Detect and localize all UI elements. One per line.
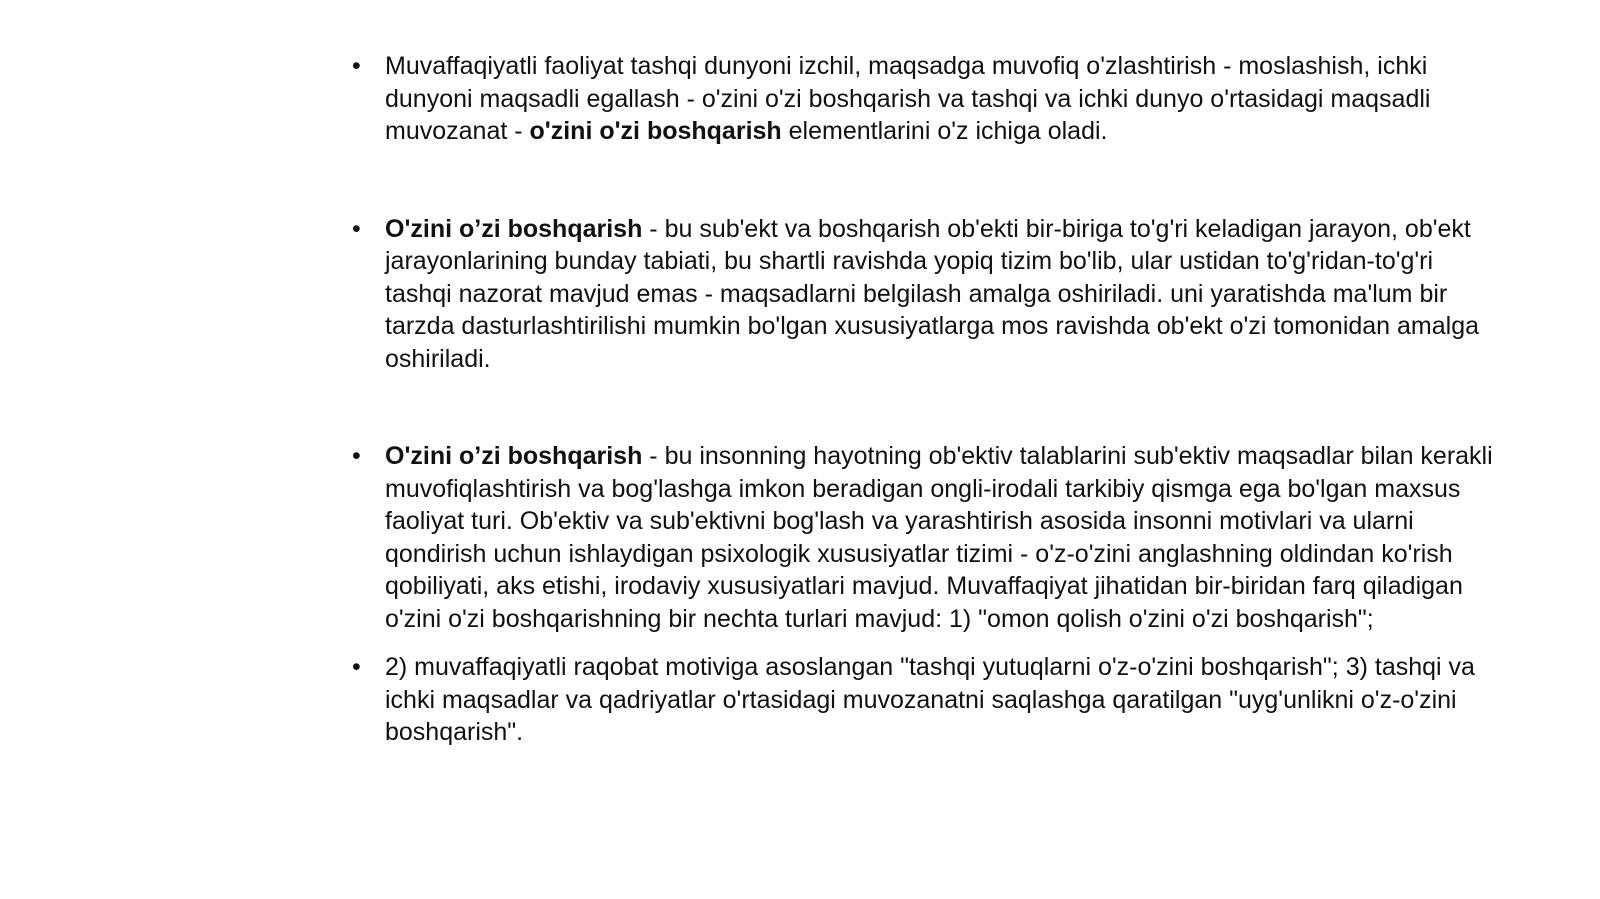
bullet-3-text: - bu insonning hayotning ob'ektiv talablarini sub'ektiv maqsadlar bilan kerakli muvofiqlashtirish va bog'lashga imkon beradigan ongli-irodali tarkibiy qismga ega bo'lgan maxsus faoliyat turi. Ob'ektiv va sub'ektivni bog'lash va yarashtirish asosida insonni motivlari va ularni qondirish uchun ishlaydigan psixologik xususiyatlar tizimi - o'z-o'zini anglashning oldindan ko'rish qobiliyati, aks etishi, irodaviy xususiyatlari mavjud. Muvaffaqiyat jihatidan bir-biridan farq qiladigan o'zini o'zi boshqarishning bir nechta turlari mavjud: 1) "omon qolish o'zini o'zi boshqarish";: [385, 442, 1493, 633]
bullet-item-4: [352, 651, 1500, 749]
bullet-item-1: [352, 50, 1500, 148]
bullet-1-text-end: elementlarini o'z ichiga oladi.: [781, 117, 1108, 145]
bullet-marker: •: [352, 52, 361, 80]
bullet-text-1: [385, 52, 1430, 145]
bullet-text-4: 2) muvaffaqiyatli raqobat motiviga asoslangan "tashqi yutuqlarni o'z-o'zini boshqarish"; 3) tashqi va ichki maqsadlar va qadriyatlar o'rtasidagi muvozanatni saqlashga qaratilgan "uyg'unlikni o'z-o'zini boshqarish".: [385, 653, 1475, 746]
bullet-item-2: [352, 213, 1500, 376]
bullet-text-2: [385, 215, 1479, 373]
bullet-2-text: - bu sub'ekt va boshqarish ob'ekti bir-biriga to'g'ri keladigan jarayon, ob'ekt jarayonlarining bunday tabiati, bu shartli ravishda yopiq tizim bo'lib, ular ustidan to'g'ridan-to'g'ri tashqi nazorat mavjud emas - maqsadlarni belgilash amalga oshiriladi. uni yaratishda ma'lum bir tarzda dasturlashtirilishi mumkin bo'lgan xususiyatlarga mos ravishda ob'ekt o'zi tomonidan amalga oshiriladi.: [385, 214, 1480, 373]
bullet-marker: •: [352, 214, 361, 243]
bullet-marker: •: [352, 442, 361, 470]
bullet-list: [352, 50, 1500, 749]
bullet-1-text-start: Muvaffaqiyatli faoliyat tashqi dunyoni izchil, maqsadga muvofiq o'zlashtirish - moslashish, ichki dunyoni maqsadli egallash - o'zini o'zi boshqarish va tashqi va ichki dunyo o'rtasidagi maqsadli muvozanat -: [385, 52, 1431, 145]
bullet-text-3: [385, 442, 1493, 633]
bullet-2-bold-term: O'zini o’zi boshqarish: [385, 214, 643, 243]
bullet-item-3: [352, 440, 1500, 635]
bullet-3-bold-term: O'zini o’zi boshqarish: [385, 442, 643, 470]
bullet-marker: •: [352, 653, 361, 681]
bullet-1-bold-term: o'zini o'zi boshqarish: [529, 117, 782, 145]
